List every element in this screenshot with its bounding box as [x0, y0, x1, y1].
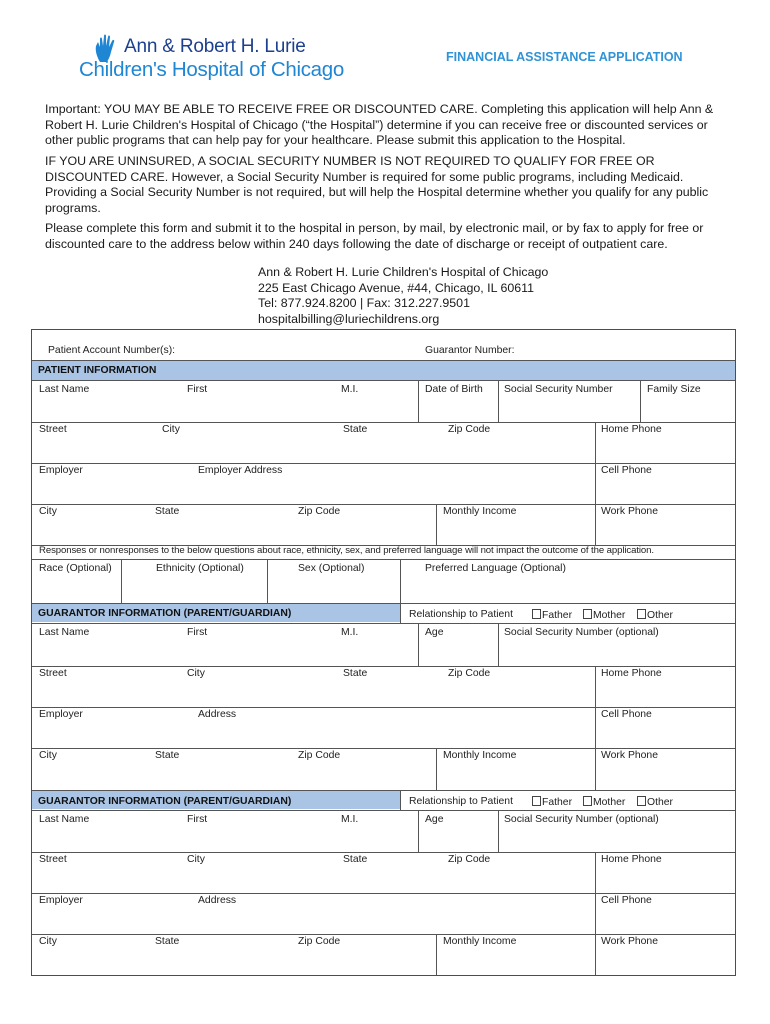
guarantor1-mother-label: Mother: [593, 610, 626, 621]
address-street: 225 East Chicago Avenue, #44, Chicago, IL 60611: [258, 280, 535, 295]
guarantor2-cell-phone-field[interactable]: Cell Phone: [601, 895, 652, 906]
guarantor2-ssn-field[interactable]: Social Security Number (optional): [504, 814, 659, 825]
address-name: Ann & Robert H. Lurie Children's Hospital of Chicago: [258, 265, 549, 279]
patient-ssn-field[interactable]: Social Security Number: [504, 384, 613, 395]
guarantor1-other-label: Other: [647, 610, 673, 621]
guarantor1-home-phone-field[interactable]: Home Phone: [601, 668, 662, 679]
address-phone-fax: Tel: 877.924.8200 | Fax: 312.227.9501: [258, 296, 470, 310]
guarantor2-state-field[interactable]: State: [343, 854, 368, 865]
checkbox-icon: [583, 609, 592, 619]
guarantor1-monthly-income-field[interactable]: Monthly Income: [443, 750, 517, 761]
guarantor1-relationship-label: Relationship to Patient: [409, 609, 513, 620]
address-email[interactable]: hospitalbilling@luriechildrens.org: [258, 311, 440, 326]
guarantor2-first-name-field[interactable]: First: [187, 814, 208, 825]
guarantor2-section-title: GUARANTOR INFORMATION (PARENT/GUARDIAN): [38, 796, 292, 807]
patient-mi-field[interactable]: M.I.: [341, 384, 359, 395]
intro-instructions: Please complete this form and submit it to the hospital in person, by mail, by electronic mail, or by fax to apply for free or discounted care to the address below within 240 days following the date of discharge or receipt of outpatient care.: [45, 221, 704, 251]
patient-dob-field[interactable]: Date of Birth: [425, 384, 483, 395]
guarantor1-address-field[interactable]: Address: [198, 709, 237, 720]
patient-city-field[interactable]: City: [162, 424, 180, 435]
ethnicity-field[interactable]: Ethnicity (Optional): [156, 563, 244, 574]
guarantor1-mother-checkbox[interactable]: [583, 609, 625, 621]
guarantor1-last-name-field[interactable]: Last Name: [39, 627, 90, 638]
guarantor1-other-checkbox[interactable]: [637, 609, 673, 621]
patient-city2-field[interactable]: City: [39, 506, 57, 517]
guarantor2-state2-field[interactable]: State: [155, 936, 180, 947]
patient-monthly-income-field[interactable]: Monthly Income: [443, 506, 517, 517]
race-field[interactable]: Race (Optional): [39, 563, 112, 574]
guarantor1-section-title: GUARANTOR INFORMATION (PARENT/GUARDIAN): [38, 608, 292, 619]
guarantor2-other-checkbox[interactable]: [637, 796, 673, 808]
guarantor2-mother-checkbox[interactable]: [583, 796, 625, 808]
patient-state-field[interactable]: State: [343, 424, 368, 435]
guarantor2-mother-label: Mother: [593, 797, 626, 808]
guarantor1-age-field[interactable]: Age: [425, 627, 444, 638]
guarantor2-father-checkbox[interactable]: [532, 796, 572, 808]
guarantor-number-field[interactable]: Guarantor Number:: [425, 345, 515, 356]
guarantor1-employer-field[interactable]: Employer: [39, 709, 83, 720]
guarantor1-mi-field[interactable]: M.I.: [341, 627, 359, 638]
patient-state2-field[interactable]: State: [155, 506, 180, 517]
patient-employer-address-field[interactable]: Employer Address: [198, 465, 283, 476]
guarantor2-mi-field[interactable]: M.I.: [341, 814, 359, 825]
guarantor1-state2-field[interactable]: State: [155, 750, 180, 761]
guarantor1-first-name-field[interactable]: First: [187, 627, 208, 638]
logo-name: Ann & Robert H. Lurie: [124, 36, 306, 57]
guarantor1-city2-field[interactable]: City: [39, 750, 57, 761]
form-title: FINANCIAL ASSISTANCE APPLICATION: [446, 50, 683, 64]
intro-important: Important: YOU MAY BE ABLE TO RECEIVE FREE OR DISCOUNTED CARE. Completing this application will help Ann & Robert H. Lurie Children's Hospital of Chicago (“the Hospital”) determine if you can receive free or discounted services or other public programs that can help pay for your healthcare. Please submit this application to the Hospital.: [45, 102, 714, 147]
patient-work-phone-field[interactable]: Work Phone: [601, 506, 658, 517]
guarantor1-cell-phone-field[interactable]: Cell Phone: [601, 709, 652, 720]
guarantor1-city-field[interactable]: City: [187, 668, 205, 679]
checkbox-icon: [637, 609, 646, 619]
logo-hospital: Children's Hospital of Chicago: [79, 58, 344, 81]
guarantor1-state-field[interactable]: State: [343, 668, 368, 679]
checkbox-icon: [637, 796, 646, 806]
patient-home-phone-field[interactable]: Home Phone: [601, 424, 662, 435]
guarantor2-city-field[interactable]: City: [187, 854, 205, 865]
guarantor2-relationship-label: Relationship to Patient: [409, 796, 513, 807]
sex-field[interactable]: Sex (Optional): [298, 563, 365, 574]
patient-employer-field[interactable]: Employer: [39, 465, 83, 476]
patient-street-field[interactable]: Street: [39, 424, 67, 435]
guarantor1-father-label: Father: [542, 610, 573, 621]
patient-last-name-field[interactable]: Last Name: [39, 384, 90, 395]
guarantor2-street-field[interactable]: Street: [39, 854, 67, 865]
patient-zip2-field[interactable]: Zip Code: [298, 506, 341, 517]
guarantor1-street-field[interactable]: Street: [39, 668, 67, 679]
guarantor2-other-label: Other: [647, 797, 673, 808]
checkbox-icon: [532, 796, 541, 806]
guarantor2-monthly-income-field[interactable]: Monthly Income: [443, 936, 517, 947]
guarantor1-father-checkbox[interactable]: [532, 609, 572, 621]
guarantor1-work-phone-field[interactable]: Work Phone: [601, 750, 658, 761]
guarantor2-address-field[interactable]: Address: [198, 895, 237, 906]
patient-family-size-field[interactable]: Family Size: [647, 384, 701, 395]
hospital-address: [258, 265, 548, 327]
guarantor2-work-phone-field[interactable]: Work Phone: [601, 936, 658, 947]
guarantor2-age-field[interactable]: Age: [425, 814, 444, 825]
guarantor2-city2-field[interactable]: City: [39, 936, 57, 947]
guarantor2-zip-field[interactable]: Zip Code: [448, 854, 491, 865]
guarantor1-ssn-field[interactable]: Social Security Number (optional): [504, 627, 659, 638]
patient-section-title: PATIENT INFORMATION: [38, 365, 157, 376]
patient-cell-phone-field[interactable]: Cell Phone: [601, 465, 652, 476]
application-form: [31, 329, 736, 976]
guarantor2-employer-field[interactable]: Employer: [39, 895, 83, 906]
guarantor2-last-name-field[interactable]: Last Name: [39, 814, 90, 825]
guarantor2-father-label: Father: [542, 797, 573, 808]
guarantor1-zip2-field[interactable]: Zip Code: [298, 750, 341, 761]
checkbox-icon: [583, 796, 592, 806]
guarantor2-home-phone-field[interactable]: Home Phone: [601, 854, 662, 865]
patient-first-name-field[interactable]: First: [187, 384, 208, 395]
demographics-note: Responses or nonresponses to the below questions about race, ethnicity, sex, and preferred language will not impact the outcome of the application.: [39, 545, 654, 556]
guarantor1-zip-field[interactable]: Zip Code: [448, 668, 491, 679]
preferred-language-field[interactable]: Preferred Language (Optional): [425, 563, 566, 574]
patient-zip-field[interactable]: Zip Code: [448, 424, 491, 435]
patient-account-numbers-field[interactable]: Patient Account Number(s):: [48, 345, 176, 356]
intro-uninsured: IF YOU ARE UNINSURED, A SOCIAL SECURITY NUMBER IS NOT REQUIRED TO QUALIFY FOR FREE OR DISCOUNTED CARE. However, a Social Security Number is required for some public programs, including Medicaid. Providing a Social Security Number is not required, but will help the Hospital determine whether you qualify for any public programs.: [45, 154, 709, 215]
checkbox-icon: [532, 609, 541, 619]
guarantor2-zip2-field[interactable]: Zip Code: [298, 936, 341, 947]
